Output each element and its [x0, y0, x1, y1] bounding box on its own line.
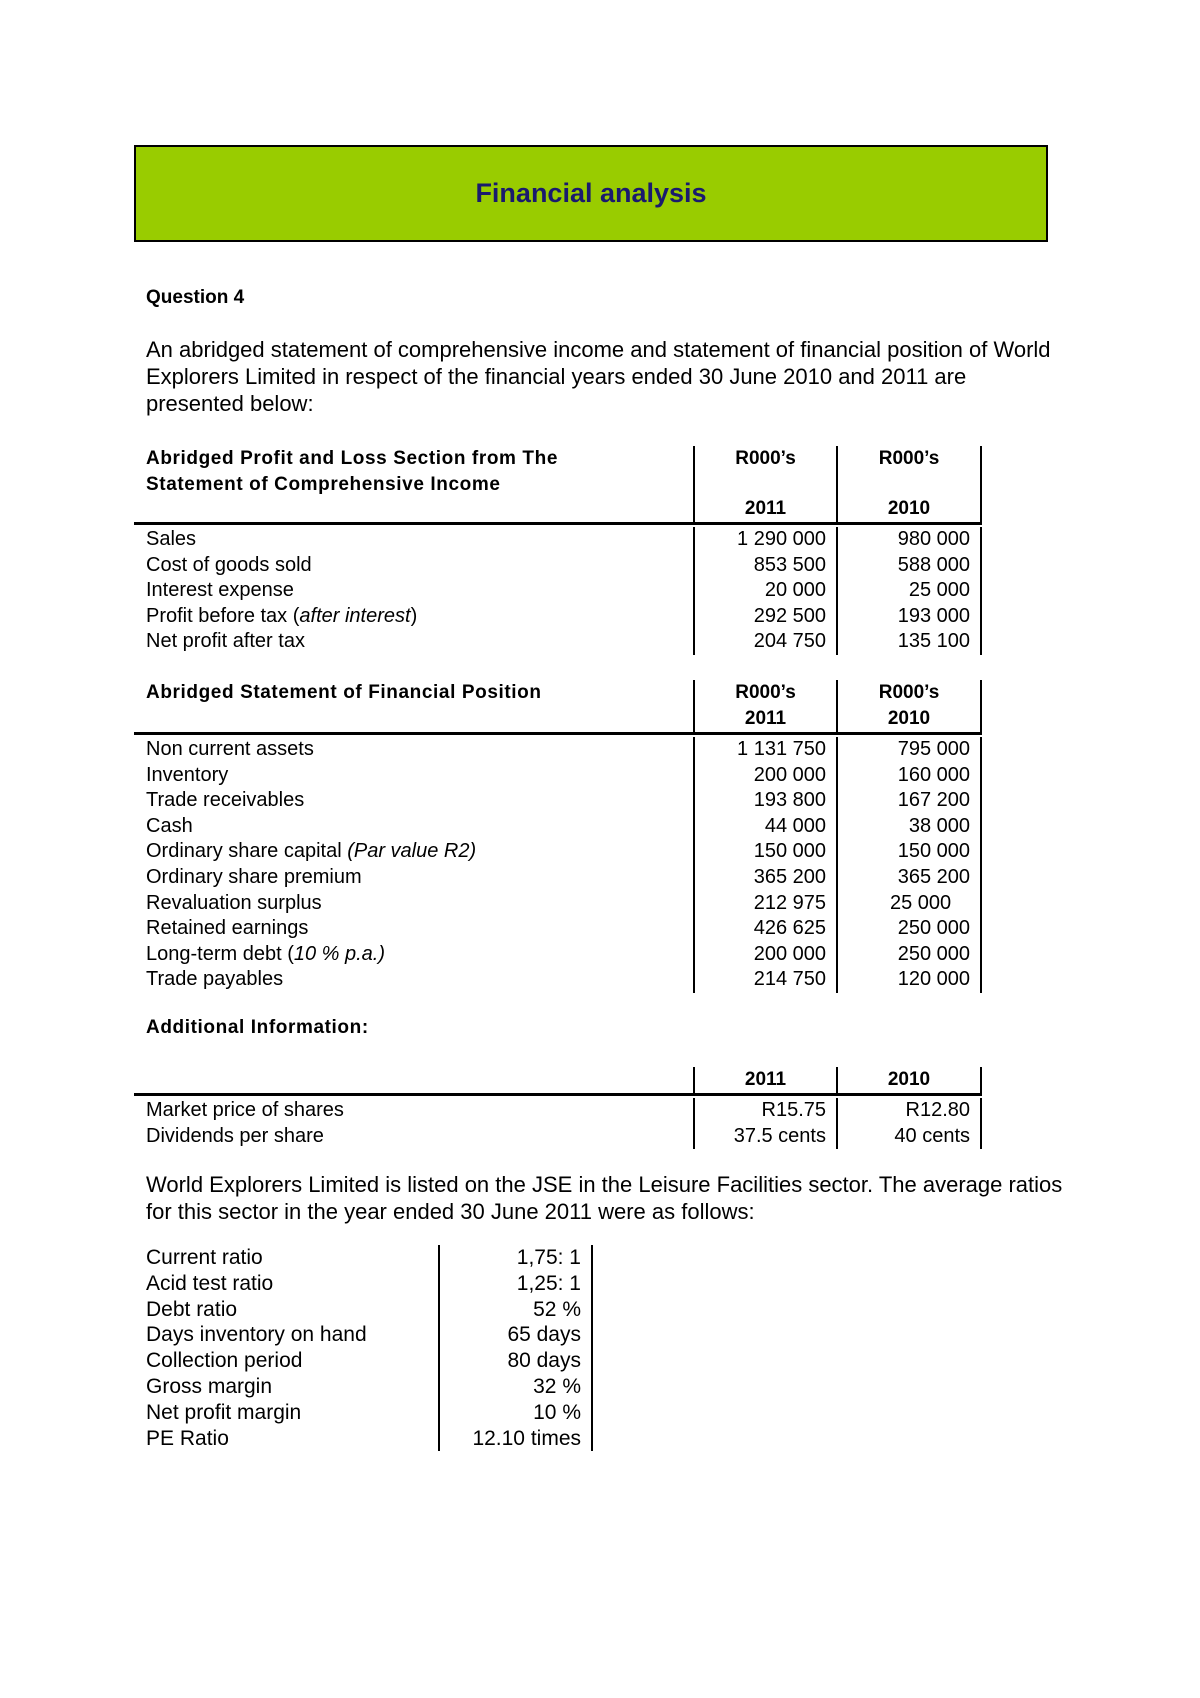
- row-value-2011: 200 000: [693, 942, 838, 968]
- ratio-label: PE Ratio: [146, 1426, 229, 1450]
- label-italic: 10 % p.a.): [293, 942, 386, 965]
- row-value-2010: 193 000: [838, 604, 982, 630]
- row-label: Sales: [146, 528, 197, 550]
- row-value-2011: 193 800: [693, 788, 838, 814]
- row-value-2011: 212 975: [693, 891, 838, 917]
- row-value-2011: 1 290 000: [693, 527, 838, 553]
- row-value-2011: 853 500: [693, 553, 838, 579]
- row-value-2011: 37.5 cents: [693, 1124, 838, 1150]
- table-row: [134, 735, 982, 763]
- row-value-2010: 25 000: [838, 578, 982, 604]
- row-value-2011: 1 131 750: [693, 737, 838, 763]
- ratio-label: Net profit margin: [146, 1400, 302, 1424]
- additional-info-header: [134, 1067, 982, 1096]
- table-row: [134, 839, 982, 865]
- fp-col1-year: 2011: [744, 708, 787, 729]
- financial-position-title: Abridged Statement of Financial Position: [146, 682, 542, 703]
- table-row: [134, 788, 982, 814]
- row-label: Net profit after tax: [146, 630, 305, 653]
- row-value-2010: 120 000: [838, 967, 982, 993]
- row-value-2011: R15.75: [693, 1098, 838, 1124]
- additional-info-table: [134, 1067, 982, 1149]
- title-banner: [134, 145, 1048, 242]
- row-value-2010: 40 cents: [838, 1124, 982, 1150]
- income-statement-title: [134, 446, 693, 498]
- list-item: [134, 1348, 593, 1374]
- list-item: [134, 1426, 593, 1452]
- row-value-2011: 200 000: [693, 763, 838, 789]
- row-label: Retained earnings: [146, 917, 309, 940]
- row-label: Market price of shares: [146, 1099, 344, 1121]
- fp-col2-unit: R000’s: [878, 682, 940, 703]
- income-col-2010-header: [838, 446, 982, 522]
- sector-ratios-table: [134, 1245, 593, 1451]
- label-end: ): [410, 604, 418, 627]
- table-row: [134, 891, 982, 917]
- ratio-value: 12.10 times: [438, 1426, 593, 1452]
- row-label: Interest expense: [146, 579, 294, 602]
- row-value-2011: 20 000: [693, 578, 838, 604]
- income-col2-year: 2010: [887, 498, 931, 519]
- income-statement-table: [134, 446, 982, 655]
- additional-info-heading: Additional Information:: [146, 1017, 369, 1038]
- ratio-value: 80 days: [438, 1348, 593, 1374]
- income-statement-header: [134, 446, 982, 525]
- table-row: [134, 814, 982, 840]
- ratio-label: Current ratio: [146, 1246, 263, 1269]
- table-row: [134, 525, 982, 553]
- label-italic: (Par value R2): [347, 840, 477, 863]
- row-value-2011: 214 750: [693, 967, 838, 993]
- row-label: Cost of goods sold: [146, 553, 312, 576]
- financial-position-table: [134, 680, 982, 993]
- table-row: [134, 763, 982, 789]
- row-value-2011: 426 625: [693, 916, 838, 942]
- list-item: [134, 1400, 593, 1426]
- income-title-line2: Statement of Comprehensive Income: [146, 474, 501, 495]
- list-item: [134, 1245, 593, 1271]
- label-text: Profit before tax (: [146, 604, 300, 627]
- income-title-line1: Abridged Profit and Loss Section from The: [146, 448, 559, 469]
- ratio-value: 1,25: 1: [438, 1271, 593, 1297]
- row-value-2010: 795 000: [838, 737, 982, 763]
- fp-col-2011-header: [693, 680, 838, 732]
- label-text: Ordinary share capital: [146, 840, 348, 863]
- table-row: [134, 578, 982, 604]
- page-title: Financial analysis: [475, 178, 707, 208]
- income-col1-unit: R000’s: [735, 448, 796, 469]
- row-value-2010: 167 200: [838, 788, 982, 814]
- additional-col-2010: 2010: [838, 1067, 982, 1093]
- income-col2-unit: R000’s: [878, 448, 940, 469]
- table-row: [134, 629, 982, 655]
- row-value-2011: 44 000: [693, 814, 838, 840]
- row-value-2010: 150 000: [838, 839, 982, 865]
- ratio-label: Acid test ratio: [146, 1271, 274, 1295]
- row-label: Inventory: [146, 763, 229, 786]
- ratio-value: 52 %: [438, 1297, 593, 1323]
- label-italic: after interest: [299, 604, 411, 627]
- financial-position-header: [134, 680, 982, 735]
- list-item: [134, 1271, 593, 1297]
- list-item: [134, 1322, 593, 1348]
- row-value-2010: 250 000: [838, 916, 982, 942]
- row-value-2010: 135 100: [838, 629, 982, 655]
- ratio-value: 32 %: [438, 1374, 593, 1400]
- row-label: Ordinary share premium: [146, 865, 362, 888]
- question-heading: Question 4: [146, 287, 245, 308]
- additional-col-2011: 2011: [693, 1067, 838, 1093]
- table-row: [134, 1124, 982, 1150]
- row-label: Trade receivables: [146, 789, 305, 812]
- row-label: Cash: [146, 814, 193, 837]
- row-label: [134, 604, 693, 630]
- table-row: [134, 865, 982, 891]
- ratio-value: 1,75: 1: [438, 1245, 593, 1271]
- row-value-2010: 365 200: [838, 865, 982, 891]
- table-row: [134, 942, 982, 968]
- ratio-value: 65 days: [438, 1322, 593, 1348]
- ratio-label: Collection period: [146, 1349, 303, 1373]
- table-row: [134, 1096, 982, 1124]
- list-item: [134, 1297, 593, 1323]
- income-col1-year: 2011: [744, 498, 787, 519]
- row-value-2011: 292 500: [693, 604, 838, 630]
- row-value-2010: 250 000: [838, 942, 982, 968]
- ratio-label: Gross margin: [146, 1374, 273, 1398]
- fp-col2-year: 2010: [887, 708, 931, 729]
- row-label: [134, 942, 693, 968]
- table-row: [134, 916, 982, 942]
- label-text: Long-term debt (: [146, 942, 294, 965]
- row-value-2010: 980 000: [838, 527, 982, 553]
- row-label: Revaluation surplus: [146, 891, 322, 914]
- table-row: [134, 553, 982, 579]
- table-row: [134, 967, 982, 993]
- intro-paragraph: An abridged statement of comprehensive income and statement of financial position of World Explorers Limited in respect of the financial years ended 30 June 2010 and 2011 are presented below:: [146, 337, 1051, 416]
- row-value-2010: R12.80: [838, 1098, 982, 1124]
- sector-paragraph: World Explorers Limited is listed on the JSE in the Leisure Facilities sector. The average ratios for this sector in the year ended 30 June 2011 were as follows:: [146, 1172, 1063, 1224]
- list-item: [134, 1374, 593, 1400]
- fp-col-2010-header: [838, 680, 982, 732]
- row-value-2011: 365 200: [693, 865, 838, 891]
- row-value-2010: 38 000: [838, 814, 982, 840]
- table-row: [134, 604, 982, 630]
- fp-col1-unit: R000’s: [735, 682, 796, 703]
- row-label: [134, 839, 693, 865]
- row-value-2010: 25 000: [838, 891, 982, 917]
- row-value-2011: 204 750: [693, 629, 838, 655]
- row-value-2011: 150 000: [693, 839, 838, 865]
- row-value-2010: 160 000: [838, 763, 982, 789]
- row-label: Non current assets: [146, 738, 314, 760]
- ratio-label: Debt ratio: [146, 1297, 238, 1321]
- income-col-2011-header: [693, 446, 838, 522]
- row-value-2010: 588 000: [838, 553, 982, 579]
- ratio-label: Days inventory on hand: [146, 1323, 367, 1347]
- row-label: Trade payables: [146, 968, 284, 991]
- ratio-value: 10 %: [438, 1400, 593, 1426]
- row-label: Dividends per share: [146, 1124, 324, 1147]
